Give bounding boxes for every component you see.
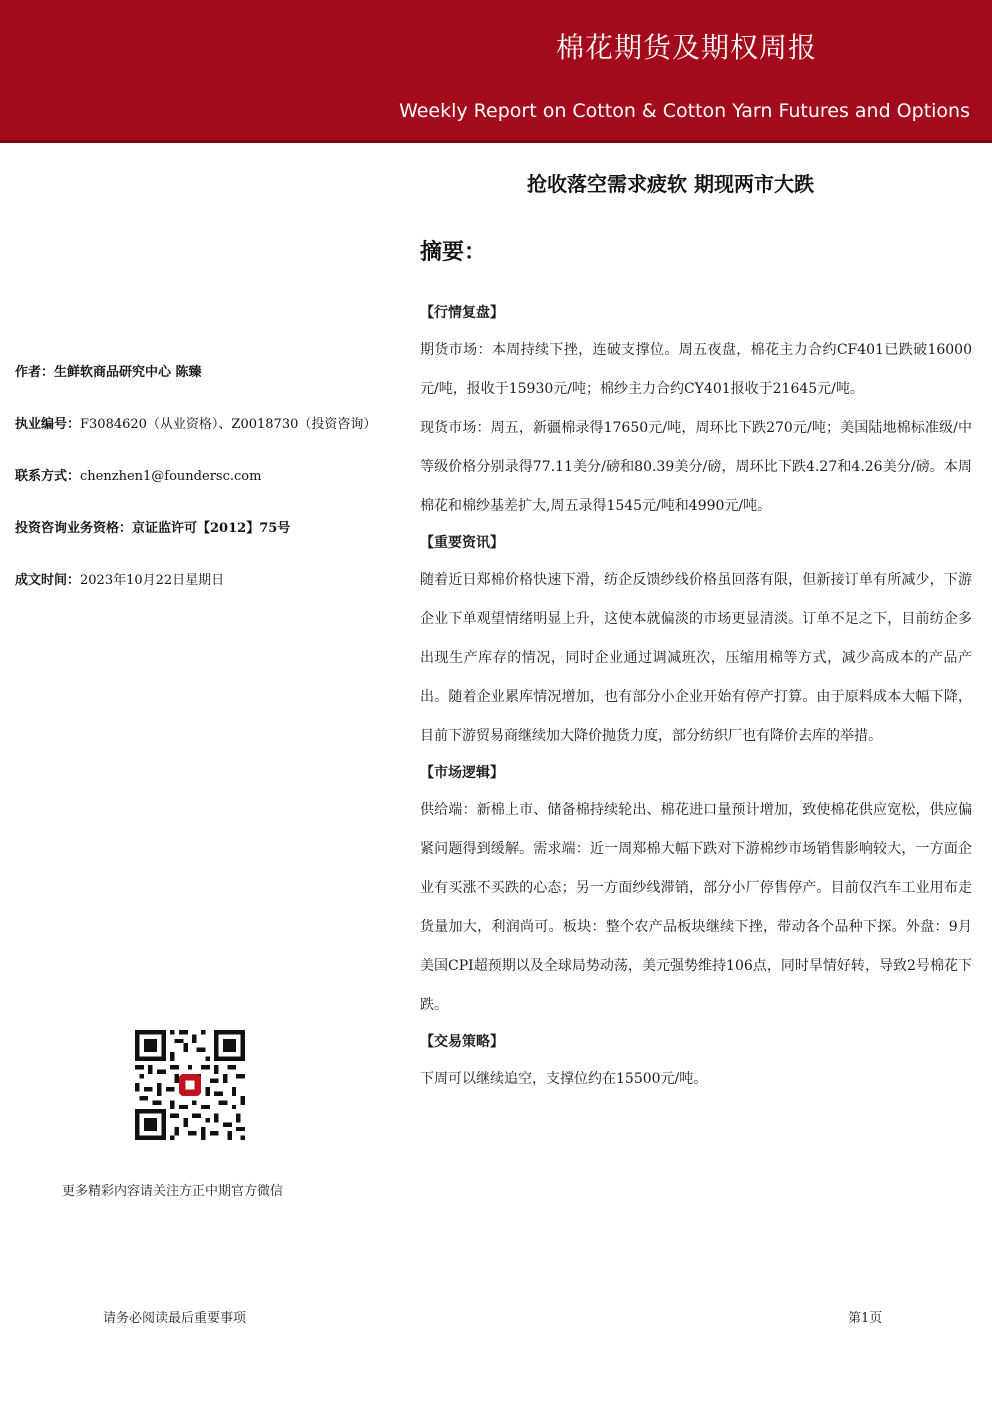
date-value: 2023年10月22日星期日 — [80, 573, 225, 588]
qualification-row — [15, 514, 410, 566]
author-info — [15, 358, 410, 618]
paragraph-spot-market: 现货市场：周五，新疆棉录得17650元/吨，周环比下跌270元/吨；美国陆地棉标准级/中等级价格分别录得77.11美分/磅和80.39美分/磅，周环比下跌4.27和4.26美分/磅。本周棉花和棉纱基差扩大,周五录得1545元/吨和4990元/吨。 — [420, 420, 972, 514]
qualification-label: 投资咨询业务资格： — [15, 521, 133, 536]
section-heading-strategy: 【交易策略】 — [420, 1034, 504, 1050]
summary-content — [420, 296, 972, 1099]
author-value: 生鲜软商品研究中心 陈臻 — [54, 365, 202, 380]
header-divider — [0, 140, 992, 143]
report-title-en: Weekly Report on Cotton & Cotton Yarn Futures and Options — [399, 100, 970, 122]
section-heading-market-logic: 【市场逻辑】 — [420, 765, 504, 781]
report-title-cn: 棉花期货及期权周报 — [555, 31, 817, 64]
contact-label: 联系方式： — [15, 469, 81, 484]
license-value: F3084620（从业资格）、Z0018730（投资咨询） — [80, 417, 377, 432]
qr-code-icon — [135, 1030, 245, 1140]
qr-caption: 更多精彩内容请关注方正中期官方微信 — [62, 1184, 284, 1199]
qualification-value: 京证监许可【2012】75号 — [132, 521, 291, 536]
date-label: 成文时间： — [15, 573, 81, 588]
author-label: 作者： — [15, 365, 55, 380]
section-heading-news: 【重要资讯】 — [420, 535, 504, 551]
header-banner — [0, 0, 992, 140]
license-row — [15, 410, 410, 462]
page-number: 第1页 — [848, 1311, 883, 1326]
section-heading-market-review: 【行情复盘】 — [420, 305, 504, 321]
summary-title: 摘要： — [420, 239, 487, 265]
footer-disclaimer: 请务必阅读最后重要事项 — [103, 1311, 247, 1326]
paragraph-strategy: 下周可以继续追空，支撑位约在15500元/吨。 — [420, 1071, 708, 1087]
paragraph-news: 随着近日郑棉价格快速下滑，纺企反馈纱线价格虽回落有限，但新接订单有所减少，下游企业下单观望情绪明显上升，这使本就偏淡的市场更显清淡。订单不足之下，目前纺企多出现生产库存的情况，同时企业通过调减班次，压缩用棉等方式，减少高成本的产品产出。随着企业累库情况增加，也有部分小企业开始有停产打算。由于原料成本大幅下降，目前下游贸易商继续加大降价抛货力度，部分纺织厂也有降价去库的举措。 — [420, 572, 972, 744]
date-row — [15, 566, 410, 618]
paragraph-futures-market: 期货市场：本周持续下挫，连破支撑位。周五夜盘，棉花主力合约CF401已跌破16000元/吨，报收于15930元/吨；棉纱主力合约CY401报收于21645元/吨。 — [420, 342, 972, 397]
wechat-qr-code — [135, 1030, 245, 1140]
author-row — [15, 358, 410, 410]
license-label: 执业编号： — [15, 417, 81, 432]
paragraph-market-logic: 供给端：新棉上市、储备棉持续轮出、棉花进口量预计增加，致使棉花供应宽松，供应偏紧问题得到缓解。需求端：近一周郑棉大幅下跌对下游棉纱市场销售影响较大，一方面企业有买涨不买跌的心态；另一方面纱线滞销，部分小厂停售停产。目前仅汽车工业用布走货量加大，利润尚可。板块：整个农产品板块继续下挫，带动各个品种下探。外盘：9月美国CPI超预期以及全球局势动荡，美元强势维持106点，同时旱情好转，导致2号棉花下跌。 — [420, 802, 972, 1013]
contact-row — [15, 462, 410, 514]
report-headline: 抢收落空需求疲软 期现两市大跌 — [527, 172, 814, 196]
contact-email[interactable]: chenzhen1@foundersc.com — [80, 469, 262, 484]
